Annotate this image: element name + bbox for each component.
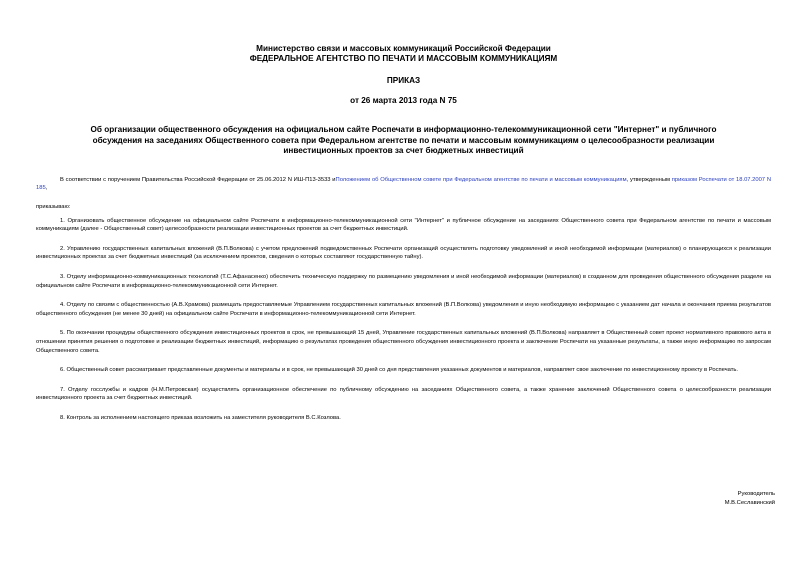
order-item-8: 8. Контроль за исполнением настоящего приказа возложить на заместителя руководителя В.С.Козлова. [60,414,341,421]
order-item-7: 7. Отделу госслужбы и кадров (Н.М.Петровская) осуществлять организационное обеспечение по публичному обсуждению на заседаниях Общественного совета, а также хранение заключений Общественного совета о целесообразности реализации инвестиционного проекта за счет бюджетных инвестиций. [36,386,771,402]
ministry-name: Министерство связи и массовых коммуникаций Российской Федерации [256,44,551,53]
intro-paragraph [36,176,771,193]
agency-name: ФЕДЕРАЛЬНОЕ АГЕНТСТВО ПО ПЕЧАТИ И МАССОВЫМ КОММУНИКАЦИЯМ [249,54,558,63]
order-item-5: 5. По окончании процедуры общественного обсуждения инвестиционных проектов в срок, не превышающий 15 дней, Управление государственных капитальных вложений (В.П.Волкова) направляет в Общественный совет проект нормативного правового акта в отношении принятия решения о подготовке и реализации бюджетных инвестиций, информацию о результатах проведения общественного обсуждения инвестиционного проекта и заключение Роспечати на указанные результаты, а также иную информацию по запросам Общественного совета. [36,330,771,354]
document-type: ПРИКАЗ [386,76,421,85]
signature-block [725,490,775,508]
signatory-name: М.В.Сеславинский [724,500,775,506]
ordered-label: приказываю: [36,203,71,210]
order-item-1: 1. Организовать общественное обсуждение на официальном сайте Роспечати в информационно-телекоммуникационной сети "Интернет" и публичное обсуждение на заседаниях Общественного совета при Федеральном агентстве по печати и массовым коммуникациям (далее - Общественный совет) целесообразности реализации инвестиционных проектов за счет бюджетных инвестиций. [36,217,771,233]
intro-text-1: В соответствии с поручением Правительства Российской Федерации от 25.06.2012 N ИШ-П13-3533 и [60,176,336,183]
document-page [36,44,771,422]
document-title: Об организации общественного обсуждения на официальном сайте Роспечати в информационно-телекоммуникационной сети "Интернет" и публичного обсуждения на заседаниях Общественного совета при Федеральном агентстве по печати и массовым коммуникациям о целесообразности реализации инвестиционных проектов за счет бюджетных инвестиций [90,125,717,156]
document-date-number: от 26 марта 2013 года N 75 [350,96,457,105]
intro-text-3: , [45,185,48,192]
regulation-link[interactable]: Положением об Общественном совете при Федеральном агентстве по печати и массовым коммуникациям [335,176,627,183]
order-item-6: 6. Общественный совет рассматривает представленные документы и материалы и в срок, не превышающий 30 дней со дня представления указанных документов и материалов, направляет свое заключение по инвестиционному проекту в Роспечать. [60,367,739,374]
order-link[interactable]: приказом Роспечати от 18.07.2007 N 185 [36,176,772,192]
order-item-2: 2. Управлению государственных капитальных вложений (В.П.Волкова) с учетом предложений подведомственных Роспечати организаций осуществлять подготовку уведомлений и иной необходимой информации (материалов) о планирующихся к реализации инвестиционных проектах за счет бюджетных инвестиций (за исключением проектов, сведения о которых составляют государственную тайну). [36,245,771,261]
signatory-position: Руководитель [737,491,775,497]
intro-text-2: , утвержденным [626,176,672,183]
order-item-4: 4. Отделу по связям с общественностью (А.В.Храмова) размещать предоставляемые Управлением государственных капитальных вложений (В.П.Волкова) уведомления и иную необходимую информацию с указанием дат начала и окончания приема результатов общественного обсуждения (не менее 30 дней) на официальном сайте Роспечати в информационно-телекоммуникационной сети Интернет. [36,302,771,317]
order-item-3: 3. Отделу информационно-коммуникационных технологий (Т.С.Афанасенко) обеспечить техническую поддержку по размещению уведомления и иной необходимой информации (материалов) в созданном для проведения общественного обсуждения разделе на официальном сайте Роспечати в информационно-телекоммуникационной сети Интернет. [36,273,771,289]
